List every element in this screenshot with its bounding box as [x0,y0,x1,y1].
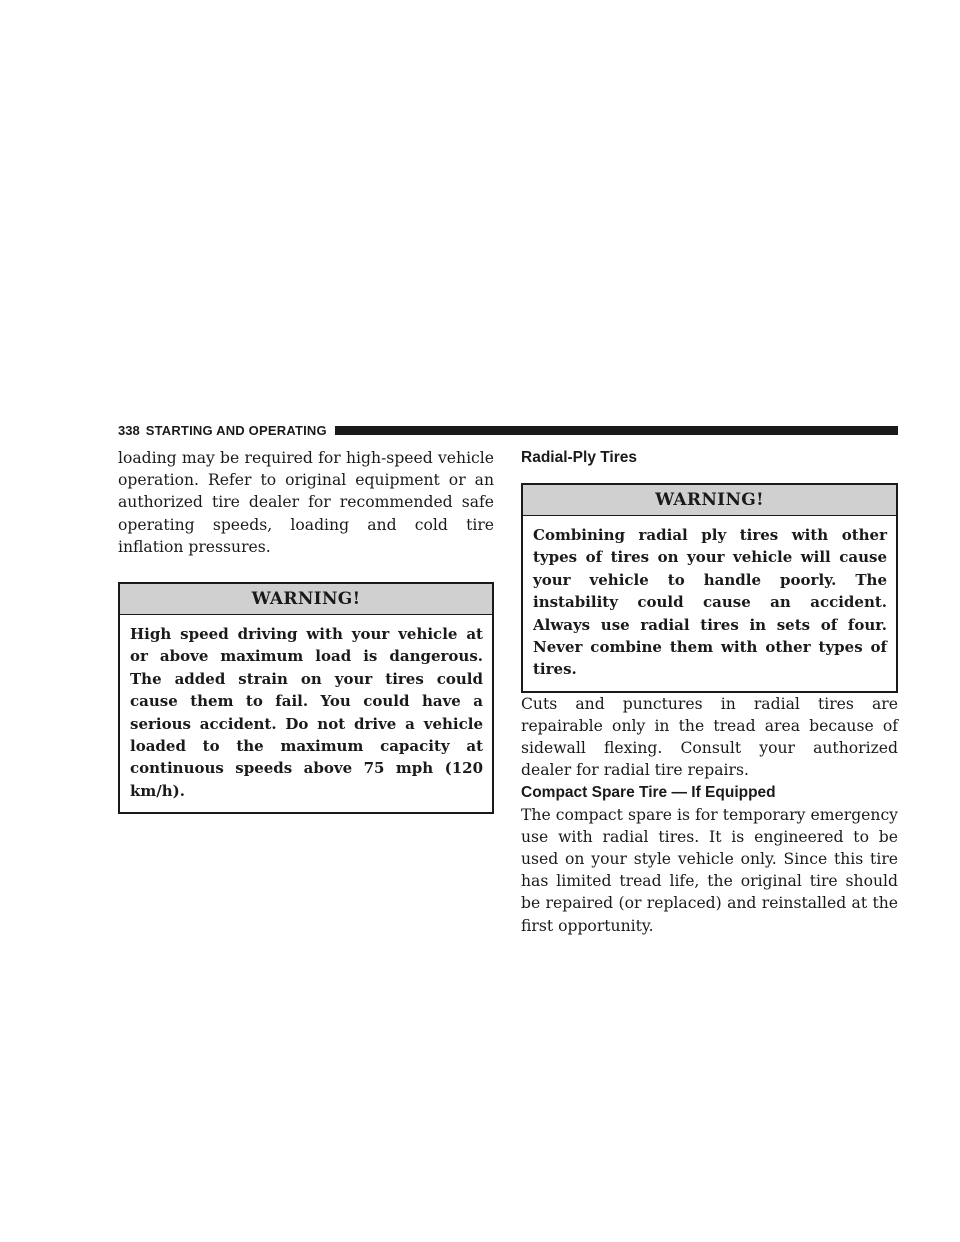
warning-text: Combining radial ply tires with other types of tires on your vehicle will cause your vehicle to handle poorly. The instability could cause an accident. Always use radial tires in sets of four. Never combine them with other types of tires. [533,526,887,679]
radial-ply-heading: Radial-Ply Tires [521,449,638,466]
header-rule [335,426,898,435]
compact-spare-heading: Compact Spare Tire — If Equipped [521,783,776,801]
right-column [521,447,898,937]
page-number: 338 [118,422,140,438]
compact-spare-paragraph: The compact spare is for temporary emergency use with radial tires. It is engineered to be used on your style vehicle only. Since this tire has limited tread life, the original tire should be repaired (or replaced) and reinstalled at the first opportunity. [521,805,898,935]
intro-paragraph: loading may be required for high-speed vehicle operation. Refer to original equipment or an authorized tire dealer for recommended safe operating speeds, loading and cold tire inflation pressures. [118,449,494,556]
warning-title: WARNING! [523,485,896,516]
warning-box-speed [118,582,494,814]
warning-title: WARNING! [120,584,492,615]
warning-text: High speed driving with your vehicle at or above maximum load is dangerous. The added strain on your tires could cause them to fail. You could have a serious accident. Do not drive a vehicle loaded to the maximum capacity at continuous speeds above 75 mph (120 km/h). [130,625,483,800]
section-title: STARTING AND OPERATING [145,422,327,438]
left-column [118,447,494,814]
radial-paragraph: Cuts and punctures in radial tires are repairable only in the tread area because of sidewall flexing. Consult your authorized dealer for radial tire repairs. [521,694,898,780]
warning-box-radial [521,483,898,693]
page-header [118,420,898,440]
